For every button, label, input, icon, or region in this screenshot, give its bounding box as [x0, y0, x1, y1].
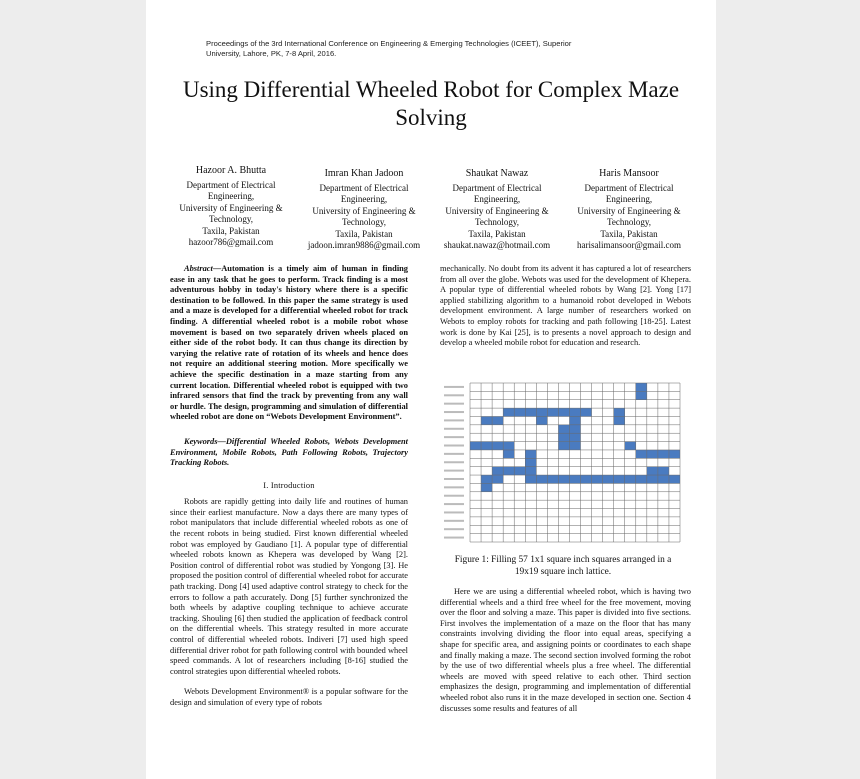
author-affil-line: Engineering,	[207, 191, 255, 201]
filled-square	[669, 475, 680, 483]
filled-square	[492, 442, 503, 450]
filled-square	[503, 467, 514, 475]
filled-square	[525, 458, 536, 466]
filled-square	[536, 416, 547, 424]
row-marker	[444, 445, 464, 447]
row-marker	[444, 511, 464, 513]
filled-square	[614, 416, 625, 424]
right-column-bottom	[440, 587, 691, 714]
author-affil-line: Engineering,	[605, 194, 653, 204]
filled-square	[647, 467, 658, 475]
filled-square	[569, 408, 580, 416]
row-marker	[444, 403, 464, 405]
author-name: Shaukat Nawaz	[465, 168, 529, 179]
author-name: Imran Khan Jadoon	[324, 168, 404, 179]
filled-square	[558, 408, 569, 416]
filled-square	[569, 442, 580, 450]
row-marker	[444, 528, 464, 530]
right-paragraph-2: Here we are using a differential wheeled robot, which is having two differential wheels and a third free wheel for the free movement, moving over the floor and solving a maze. This paper is divided into five sections. First involves the implementation of a maze on the floor that has many constraints involving dividing the floor into equal areas, specifying a shape for specific area, and assigning points or coordinates to each shape and finally making a maze. The second section involved forming the robot by the use of two differential wheels plus a free wheel. The differential wheels are moved with speed relative to each other. Third section emphasizes the design, programming and implementation of differential wheeled robot also runs it in the maze developed in section one. Section 4 discusses some results and features of all	[440, 587, 691, 713]
filled-square	[525, 450, 536, 458]
filled-square	[647, 450, 658, 458]
filled-square	[503, 442, 514, 450]
row-marker	[444, 436, 464, 438]
abstract-text: Automation is a timely aim of human in finding ease in any task that he goes to perform. Track finding is a most adventurous hobby in today's history where there is a specific destination to be followed. In this paper the same strategy is used and a maze is developed for a differential wheeled robot for track finding. A differential wheeled robot is a mobile robot whose movement is based on two separately driven wheels placed on either side of the robot body. It can thus change its direction by varying the relative rate of rotation of its wheels and hence does not require an additional steering motion. More specifically we achieve the specific destination in a maze starting from any current location. Differential wheeled robot is equipped with two infrared sensors that find the track by preventing from any wall or hurdle. The design, programming and simulation of differential wheeled robot are done on “Webots Development Environment”.	[170, 264, 408, 422]
filled-square	[514, 467, 525, 475]
caption-line-1: Figure 1: Filling 57 1x1 square inch squares arranged in a	[454, 555, 672, 565]
filled-square	[492, 416, 503, 424]
row-marker	[444, 537, 464, 539]
author-email: harisalimansoor@gmail.com	[576, 240, 681, 250]
filled-square	[547, 475, 558, 483]
row-marker	[444, 486, 464, 488]
filled-square	[658, 467, 669, 475]
filled-square	[625, 475, 636, 483]
filled-square	[636, 450, 647, 458]
author-name: Hazoor A. Bhutta	[195, 165, 267, 176]
author-affil-line: Department of Electrical	[319, 182, 409, 193]
title-line-1: Using Differential Wheeled Robot for Complex Maze	[182, 77, 680, 102]
proceedings-header	[206, 39, 606, 59]
author-affil-line: Technology,	[474, 217, 520, 227]
filled-square	[581, 475, 592, 483]
abstract-label: Abstract—	[184, 264, 222, 273]
filled-square	[636, 475, 647, 483]
author-affil-line: Taxila, Pakistan	[202, 225, 260, 236]
row-marker	[444, 478, 464, 480]
filled-square	[569, 416, 580, 424]
filled-square	[625, 442, 636, 450]
intro-paragraph-2: Webots Development Environment® is a popular software for the design and simulation of every type of robots	[170, 687, 408, 707]
paper-page	[146, 0, 716, 779]
right-column-top	[440, 264, 691, 349]
author-affil-line: University of Engineering &	[179, 202, 283, 213]
right-paragraph-1: mechanically. No doubt from its advent it has captured a lot of researchers from all over the globe. Webots was used for the development of Khepera. A popular type of differential wheeled robots by Wang [2]. Yong [17] applied stabilizing algorithm to a humanoid robot developed in Webots development environment. A large number of researchers worked on Webots to employ robots for tracking and path following [18-25]. Latest work is done by Kai [25], is to presents a novel approach to design and develop a wheeled mobile robot for education and research.	[440, 264, 691, 348]
filled-square	[581, 408, 592, 416]
filled-square	[558, 475, 569, 483]
filled-square	[503, 408, 514, 416]
filled-square	[614, 408, 625, 416]
author-affil-line: University of Engineering &	[445, 205, 549, 216]
row-marker	[444, 386, 464, 388]
filled-square	[558, 433, 569, 441]
author-affil-line: Technology,	[208, 214, 254, 224]
header-line-2: University, Lahore, PK, 7-8 April, 2016.	[206, 49, 337, 58]
row-marker	[444, 503, 464, 505]
filled-square	[558, 442, 569, 450]
filled-square	[514, 408, 525, 416]
title-line-2: Solving	[395, 105, 467, 130]
filled-square	[647, 475, 658, 483]
filled-square	[569, 425, 580, 433]
author-affil-line: Engineering,	[473, 194, 521, 204]
author-email: hazoor786@gmail.com	[188, 237, 274, 247]
filled-square	[481, 483, 492, 491]
author-2	[296, 168, 432, 252]
row-marker	[444, 453, 464, 455]
filled-square	[536, 408, 547, 416]
author-name: Haris Mansoor	[599, 168, 659, 179]
intro-paragraph-1: Robots are rapidly getting into daily life and routines of human since their earliest manufacture. Now a days there are many types of robot manipulators that include differential wheeled robots as one of the recent robots in being studied. First known differential wheeled robot was employed by Gaudiano [1]. A popular type of differential wheeled robots known as Khepera was developed by Wang [2]. Position control of differential robot was studied by Yongong [3]. He proposed the position control of differential wheeled robot for accurate path tracking. Dong [4] used adaptive control strategy to check for the errors to follow a path accurately. Dong [5] further synchronized the both wheels by adaptive coupling technique to achieve accurate tracking. Shouling [6] then studied the application of feedback control on the differential wheels. This strategy resulted in more accurate control of differential wheeled robots. Indiveri [7] used high speed differential driver robot for path following control with bounded wheel speed commands. A lot of researchers including [8-16] studied the control strategies upon differential wheeled robots.	[170, 497, 408, 676]
author-affil-line: Taxila, Pakistan	[335, 228, 393, 239]
filled-square	[658, 450, 669, 458]
author-email: jadoon.imran9886@gmail.com	[307, 240, 421, 250]
author-affil-line: Technology,	[341, 217, 387, 227]
row-marker	[444, 461, 464, 463]
filled-square	[603, 475, 614, 483]
author-affil-line: Taxila, Pakistan	[600, 228, 658, 239]
filled-square	[569, 433, 580, 441]
row-marker	[444, 495, 464, 497]
filled-square	[525, 467, 536, 475]
row-marker	[444, 411, 464, 413]
filled-square	[547, 408, 558, 416]
row-marker	[444, 428, 464, 430]
filled-square	[492, 475, 503, 483]
author-affil-line: Department of Electrical	[584, 182, 674, 193]
maze-lattice-figure	[440, 381, 685, 546]
keywords	[170, 437, 408, 469]
filled-square	[525, 408, 536, 416]
section-heading-introduction: I. Introduction	[263, 480, 315, 490]
filled-square	[569, 475, 580, 483]
paper-title	[146, 76, 716, 132]
filled-square	[614, 475, 625, 483]
filled-square	[492, 467, 503, 475]
filled-square	[592, 475, 603, 483]
figure-caption	[438, 554, 688, 578]
filled-square	[669, 450, 680, 458]
filled-square	[481, 416, 492, 424]
filled-square	[658, 475, 669, 483]
filled-square	[636, 391, 647, 399]
author-affil-line: University of Engineering &	[577, 205, 681, 216]
filled-square	[470, 442, 481, 450]
maze-grid	[440, 381, 685, 546]
caption-line-2: 19x19 square inch lattice.	[514, 567, 612, 577]
row-marker	[444, 419, 464, 421]
author-affil-line: Department of Electrical	[452, 182, 542, 193]
author-affil-line: Department of Electrical	[186, 179, 276, 190]
author-affil-line: University of Engineering &	[312, 205, 416, 216]
author-affil-line: Engineering,	[340, 194, 388, 204]
row-marker	[444, 394, 464, 396]
filled-square	[525, 475, 536, 483]
author-affil-line: Taxila, Pakistan	[468, 228, 526, 239]
filled-square	[636, 383, 647, 391]
row-marker	[444, 520, 464, 522]
left-column	[170, 264, 408, 709]
filled-square	[481, 475, 492, 483]
keywords-text: Differential Wheeled Robots, Webots Development Environment, Mobile Robots, Path Following Robots, Trajectory Tracking Robots.	[170, 436, 408, 468]
abstract	[170, 264, 408, 423]
author-email: shaukat.nawaz@hotmail.com	[443, 240, 551, 250]
filled-square	[481, 442, 492, 450]
author-4	[561, 168, 697, 252]
keywords-label: Keywords—	[184, 436, 226, 446]
filled-square	[536, 475, 547, 483]
row-marker	[444, 470, 464, 472]
author-3	[429, 168, 565, 252]
author-affil-line: Technology,	[606, 217, 652, 227]
author-1	[163, 165, 299, 249]
filled-square	[503, 450, 514, 458]
filled-square	[558, 425, 569, 433]
header-line-1: Proceedings of the 3rd International Conference on Engineering & Emerging Technologies (ICEET), Superior	[206, 39, 572, 48]
